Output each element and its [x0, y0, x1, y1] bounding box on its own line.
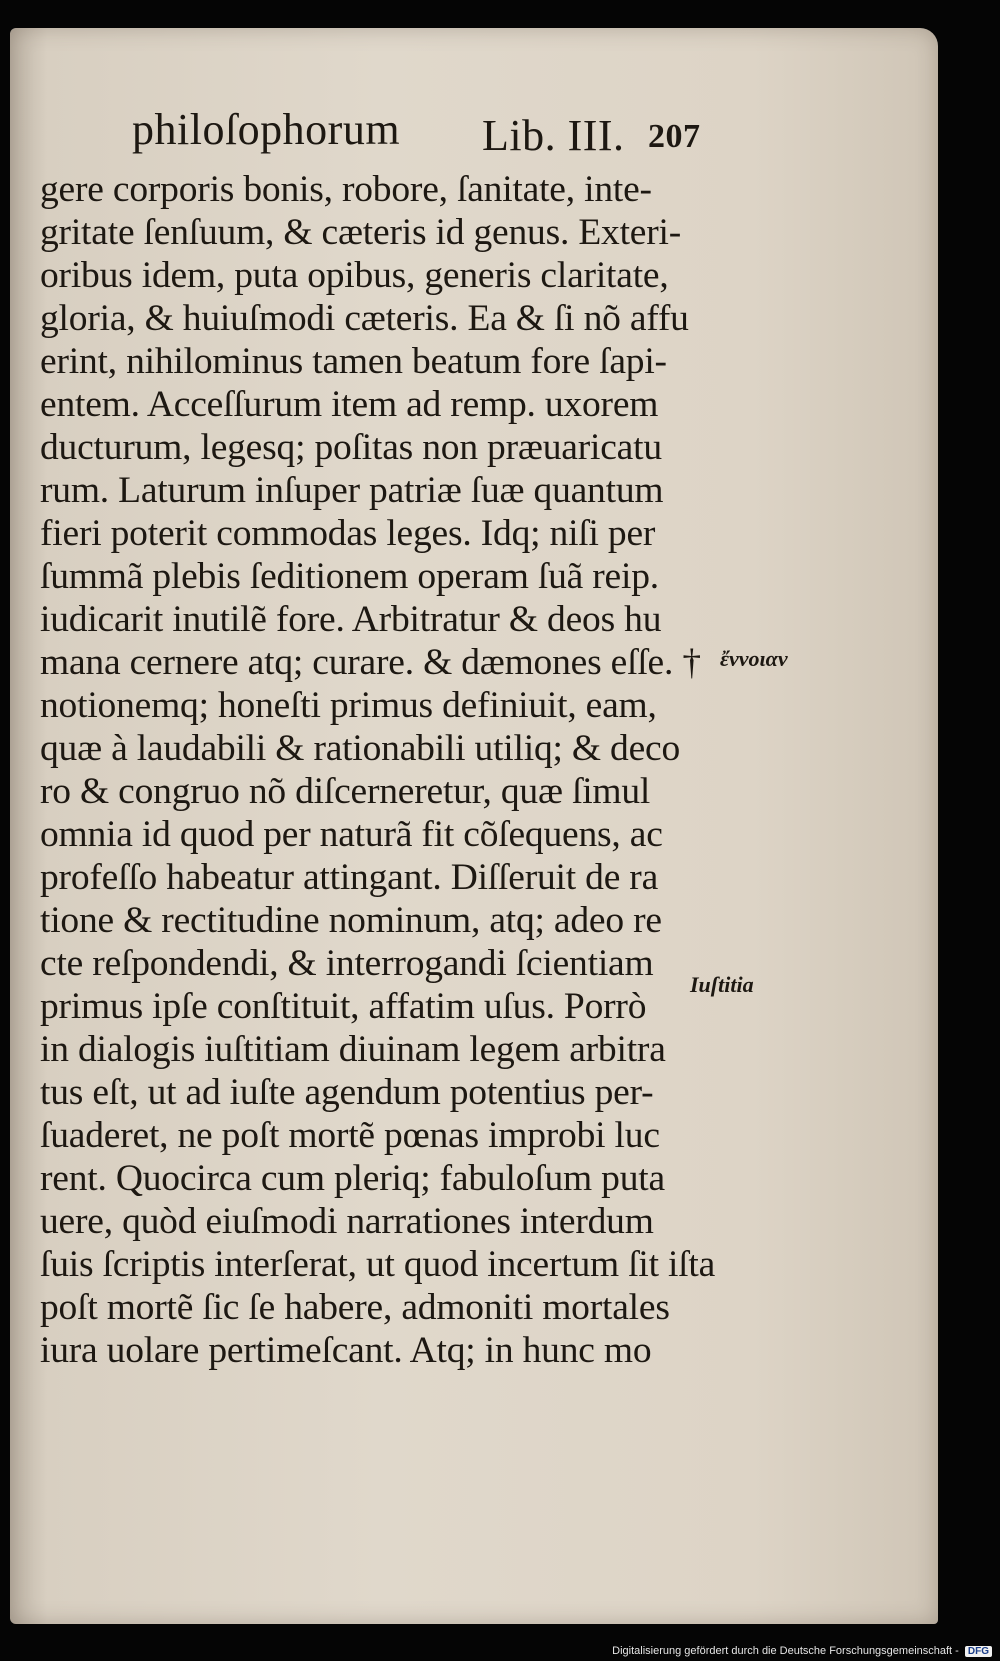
page-number: 207 — [648, 118, 701, 155]
text-line: omnia id quod per naturã fit cõſequens, ac — [40, 814, 663, 855]
text-line: iura uolare pertimeſcant. Atq; in hunc mo — [40, 1330, 652, 1371]
text-line: profeſſo habeatur attingant. Diſſeruit de ra — [40, 857, 659, 898]
funding-credit — [612, 1645, 992, 1657]
text-line: rent. Quocirca cum pleriq; fabuloſum puta — [40, 1158, 665, 1199]
body-text — [40, 168, 720, 1372]
text-line: cte reſpondendi, & interrogandi ſcientiam — [40, 943, 654, 984]
text-line: tus eſt, ut ad iuſte agendum potentius per- — [40, 1072, 654, 1113]
text-line: ſuis ſcriptis interſerat, ut quod incertum ſit iſta — [40, 1244, 716, 1285]
text-line: gritate ſenſuum, & cæteris id genus. Exteri- — [40, 212, 682, 253]
text-line: in dialogis iuſtitiam diuinam legem arbitra — [40, 1029, 666, 1070]
text-line: ducturum, legesq; poſitas non præuaricatu — [40, 427, 662, 468]
text-line: ſummã plebis ſeditionem operam ſuã reip. — [40, 556, 659, 597]
text-line: notionemq; honeſti primus definiuit, eam, — [40, 685, 657, 726]
marginal-note: ἔννοιαν — [720, 646, 788, 671]
credit-text: Digitalisierung gefördert durch die Deutsche Forschungsgemeinschaft - — [612, 1645, 959, 1657]
text-block — [40, 104, 720, 1372]
book-number: Lib. III. — [482, 111, 625, 160]
text-line: erint, nihilominus tamen beatum fore ſapi- — [40, 341, 667, 382]
text-line: poſt mortẽ ſic ſe habere, admoniti mortales — [40, 1287, 670, 1328]
text-line: ro & congruo nõ diſcerneretur, quæ ſimul — [40, 771, 651, 812]
text-line: oribus idem, puta opibus, generis claritate, — [40, 255, 669, 296]
text-line: iudicarit inutilẽ fore. Arbitratur & deos hu — [40, 599, 662, 640]
book-page — [10, 28, 938, 1624]
dfg-logo-icon: DFG — [965, 1646, 992, 1657]
text-line: gere corporis bonis, robore, ſanitate, inte- — [40, 169, 652, 210]
text-line: quæ à laudabili & rationabili utiliq; & deco — [40, 728, 681, 769]
text-line: uere, quòd eiuſmodi narrationes interdum — [40, 1201, 654, 1242]
text-line: gloria, & huiuſmodi cæteris. Ea & ſi nõ affu — [40, 298, 689, 339]
footer-bar — [0, 1637, 1000, 1661]
text-line: rum. Laturum inſuper patriæ ſuæ quantum — [40, 470, 664, 511]
text-line: entem. Acceſſurum item ad remp. uxorem — [40, 384, 659, 425]
text-line: mana cernere atq; curare. & dæmones eſſe. † — [40, 642, 701, 683]
running-title: philoſophorum — [132, 105, 401, 154]
text-line: primus ipſe conſtituit, affatim uſus. Porrò — [40, 986, 647, 1027]
text-line: ſuaderet, ne poſt mortẽ pœnas improbi luc — [40, 1115, 660, 1156]
text-line: fieri poterit commodas leges. Idq; niſi per — [40, 513, 656, 554]
marginal-note: Iuſtitia — [690, 972, 754, 997]
page-header — [40, 104, 720, 168]
text-line: tione & rectitudine nominum, atq; adeo re — [40, 900, 662, 941]
